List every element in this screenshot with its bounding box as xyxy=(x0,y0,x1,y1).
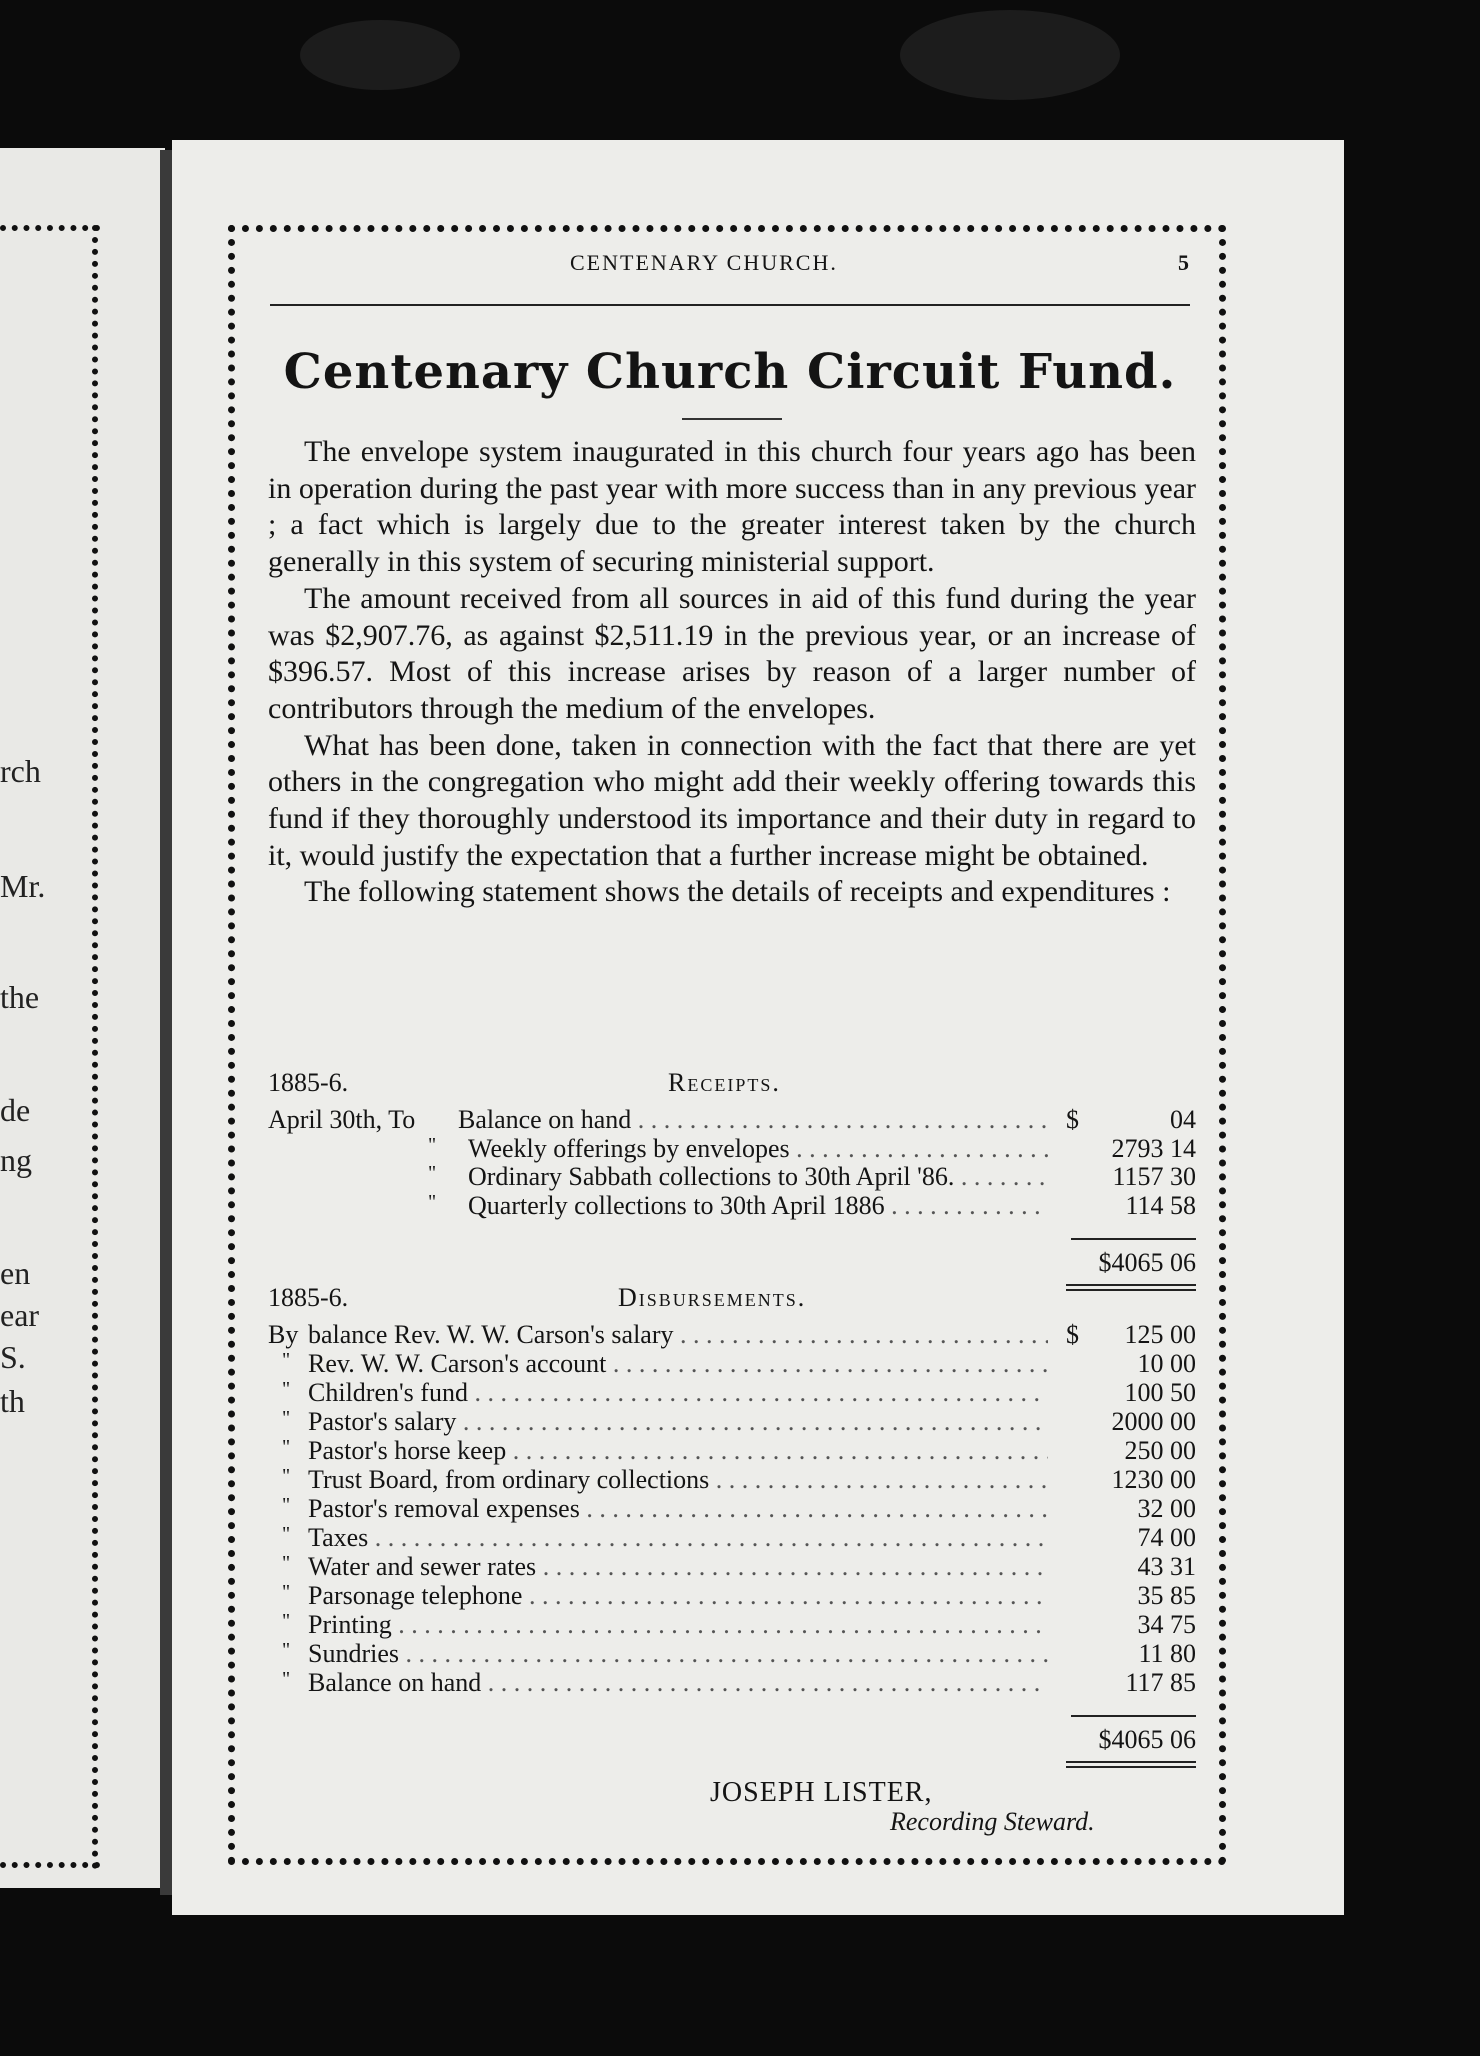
total-double-rule xyxy=(1066,1761,1196,1768)
left-page-text: Mr. xyxy=(0,868,46,904)
book-gutter xyxy=(160,150,172,1895)
disbursement-dollars: 32 xyxy=(1137,1494,1164,1523)
receipt-dollars: 114 xyxy=(1125,1191,1164,1220)
left-page-border xyxy=(0,1862,100,1868)
paragraph: The amount received from all sources in aid of this fund during the year was $2,907.76, as against $2,511.19 in the previous year, or an increase of $396.57. Most of this increase arises by reason of a larger number of contributors through the medium of the envelopes. xyxy=(268,581,1196,725)
left-page-text: en xyxy=(0,1255,31,1291)
running-title: CENTENARY CHURCH. xyxy=(570,250,838,275)
ditto-mark: " xyxy=(282,1378,291,1400)
currency-sign: $ xyxy=(1066,1105,1079,1134)
ditto-mark: " xyxy=(428,1162,437,1184)
ditto-mark: " xyxy=(282,1465,291,1487)
receipts-year: 1885-6. xyxy=(268,1068,349,1097)
left-page-text: th xyxy=(0,1383,25,1419)
disbursement-row xyxy=(268,1494,1196,1524)
scan-shadow xyxy=(900,10,1120,100)
left-page-text: the xyxy=(0,979,40,1015)
ditto-mark: " xyxy=(282,1494,291,1516)
disbursement-cents: 00 xyxy=(1170,1523,1196,1552)
left-page-text: ear xyxy=(0,1297,40,1333)
receipt-row xyxy=(268,1191,1196,1221)
disbursements-year: 1885-6. xyxy=(268,1283,349,1312)
receipt-cents: 04 xyxy=(1170,1105,1196,1134)
receipt-dollars: 2793 xyxy=(1111,1134,1164,1163)
disbursement-cents: 00 xyxy=(1170,1436,1196,1465)
left-page-border xyxy=(92,225,98,1870)
disbursement-cents: 75 xyxy=(1170,1610,1196,1639)
disbursement-dollars: 35 xyxy=(1137,1581,1164,1610)
receipt-row xyxy=(268,1105,1196,1135)
receipt-cents: 58 xyxy=(1170,1191,1196,1220)
disbursement-row xyxy=(268,1523,1196,1553)
receipt-cents: 14 xyxy=(1170,1134,1196,1163)
ditto-mark: " xyxy=(282,1407,291,1429)
disbursement-label: Parsonage telephone . . . xyxy=(308,1581,1048,1611)
page-title: Centenary Church Circuit Fund. xyxy=(283,344,1177,400)
disbursement-cents: 50 xyxy=(1170,1378,1196,1407)
receipt-date: April 30th, To xyxy=(268,1105,416,1134)
ditto-mark: " xyxy=(282,1523,291,1545)
disbursement-label: Balance on hand . . . xyxy=(308,1668,1048,1698)
disbursement-dollars: 34 xyxy=(1137,1610,1164,1639)
receipt-label: Quarterly collections to 30th April 1886 . . . xyxy=(468,1191,1048,1221)
disbursement-label: Trust Board, from ordinary collections . . . xyxy=(308,1465,1048,1495)
disbursement-row xyxy=(268,1407,1196,1437)
disbursement-cents: 85 xyxy=(1170,1668,1196,1697)
receipt-label: Balance on hand . . . xyxy=(458,1105,1048,1135)
disbursement-label: Pastor's salary . . . xyxy=(308,1407,1048,1437)
ditto-mark: " xyxy=(282,1668,291,1690)
subtotal-rule xyxy=(1071,1715,1196,1717)
receipt-row xyxy=(268,1134,1196,1164)
signatory-title: Recording Steward. xyxy=(890,1807,1095,1836)
disbursement-row xyxy=(268,1378,1196,1408)
disbursement-dollars: 2000 xyxy=(1111,1407,1164,1436)
disbursement-dollars: 125 xyxy=(1124,1320,1164,1349)
signatory-name: JOSEPH LISTER, xyxy=(710,1777,933,1808)
disbursement-label: Printing . . . xyxy=(308,1610,1048,1640)
header-rule xyxy=(270,304,1190,306)
disbursement-label: balance Rev. W. W. Carson's salary . . . xyxy=(308,1320,1048,1350)
disbursement-label: Taxes . . . xyxy=(308,1523,1048,1553)
disbursement-row xyxy=(268,1320,1196,1350)
ditto-mark: " xyxy=(282,1581,291,1603)
left-page-text: de xyxy=(0,1092,31,1128)
receipt-row xyxy=(268,1162,1196,1192)
ditto-mark: " xyxy=(282,1349,291,1371)
ditto-mark: " xyxy=(282,1639,291,1661)
disbursement-row xyxy=(268,1349,1196,1379)
left-page-text: ng xyxy=(0,1142,32,1178)
disbursement-row xyxy=(268,1639,1196,1669)
disbursement-dollars: 1230 xyxy=(1111,1465,1164,1494)
title-rule xyxy=(682,418,782,420)
disbursement-dollars: 100 xyxy=(1124,1378,1164,1407)
disbursement-dollars: 43 xyxy=(1137,1552,1164,1581)
disbursement-row xyxy=(268,1552,1196,1582)
receipts-total: $4065 06 xyxy=(1098,1248,1196,1277)
left-page-text: rch xyxy=(0,753,41,789)
scan-shadow xyxy=(300,20,460,90)
subtotal-rule xyxy=(1071,1238,1196,1240)
ditto-mark: " xyxy=(428,1134,437,1156)
disbursement-cents: 00 xyxy=(1170,1349,1196,1378)
disbursement-cents: 00 xyxy=(1170,1465,1196,1494)
disbursement-cents: 85 xyxy=(1170,1581,1196,1610)
disbursement-cents: 00 xyxy=(1170,1494,1196,1523)
disbursement-label: Children's fund . . . xyxy=(308,1378,1048,1408)
disbursement-dollars: 10 xyxy=(1137,1349,1164,1378)
disbursement-label: Rev. W. W. Carson's account . . . xyxy=(308,1349,1048,1379)
disbursement-label: Water and sewer rates . . . xyxy=(308,1552,1048,1582)
disbursement-row xyxy=(268,1436,1196,1466)
ditto-mark: " xyxy=(282,1552,291,1574)
receipt-label: Weekly offerings by envelopes . . . xyxy=(468,1134,1048,1164)
disbursement-row xyxy=(268,1610,1196,1640)
disbursement-row xyxy=(268,1581,1196,1611)
by-label: By xyxy=(268,1320,299,1349)
receipts-heading: Receipts. xyxy=(668,1068,781,1097)
left-page-border xyxy=(0,225,100,231)
disbursement-cents: 00 xyxy=(1170,1407,1196,1436)
currency-sign: $ xyxy=(1066,1320,1079,1349)
disbursements-total: $4065 06 xyxy=(1098,1725,1196,1754)
body-text xyxy=(268,434,1196,911)
disbursement-row xyxy=(268,1465,1196,1495)
receipt-dollars: 1157 xyxy=(1112,1162,1164,1191)
disbursements-heading: Disbursements. xyxy=(618,1283,807,1312)
disbursement-row xyxy=(268,1668,1196,1698)
disbursement-dollars: 11 xyxy=(1138,1639,1164,1668)
page-number: 5 xyxy=(1178,250,1189,275)
ditto-mark: " xyxy=(282,1610,291,1632)
paragraph: The envelope system inaugurated in this church four years ago has been in operation during the past year with more success than in any previous year ; a fact which is largely due to the greater interest taken by the church generally in this system of securing ministerial support. xyxy=(268,435,1196,579)
disbursement-label: Pastor's removal expenses . . . xyxy=(308,1494,1048,1524)
disbursement-label: Sundries . . . xyxy=(308,1639,1048,1669)
disbursement-dollars: 74 xyxy=(1137,1523,1164,1552)
receipt-label: Ordinary Sabbath collections to 30th April '86. . . . xyxy=(468,1162,1048,1192)
disbursement-cents: 80 xyxy=(1170,1639,1196,1668)
disbursement-cents: 31 xyxy=(1170,1552,1196,1581)
paragraph: What has been done, taken in connection with the fact that there are yet others in the congregation who might add their weekly offering towards this fund if they thoroughly understood its importance and their duty in regard to it, would justify the expectation that a further increase might be obtained. xyxy=(268,728,1196,872)
disbursement-label: Pastor's horse keep . . . xyxy=(308,1436,1048,1466)
ditto-mark: " xyxy=(428,1191,437,1213)
ditto-mark: " xyxy=(282,1436,291,1458)
left-facing-page xyxy=(0,148,165,1888)
disbursement-dollars: 117 xyxy=(1125,1668,1164,1697)
paragraph: The following statement shows the details of receipts and expenditures : xyxy=(304,875,1171,909)
receipt-cents: 30 xyxy=(1170,1162,1196,1191)
disbursement-dollars: 250 xyxy=(1124,1436,1164,1465)
left-page-text: S. xyxy=(0,1339,26,1375)
disbursement-cents: 00 xyxy=(1170,1320,1196,1349)
